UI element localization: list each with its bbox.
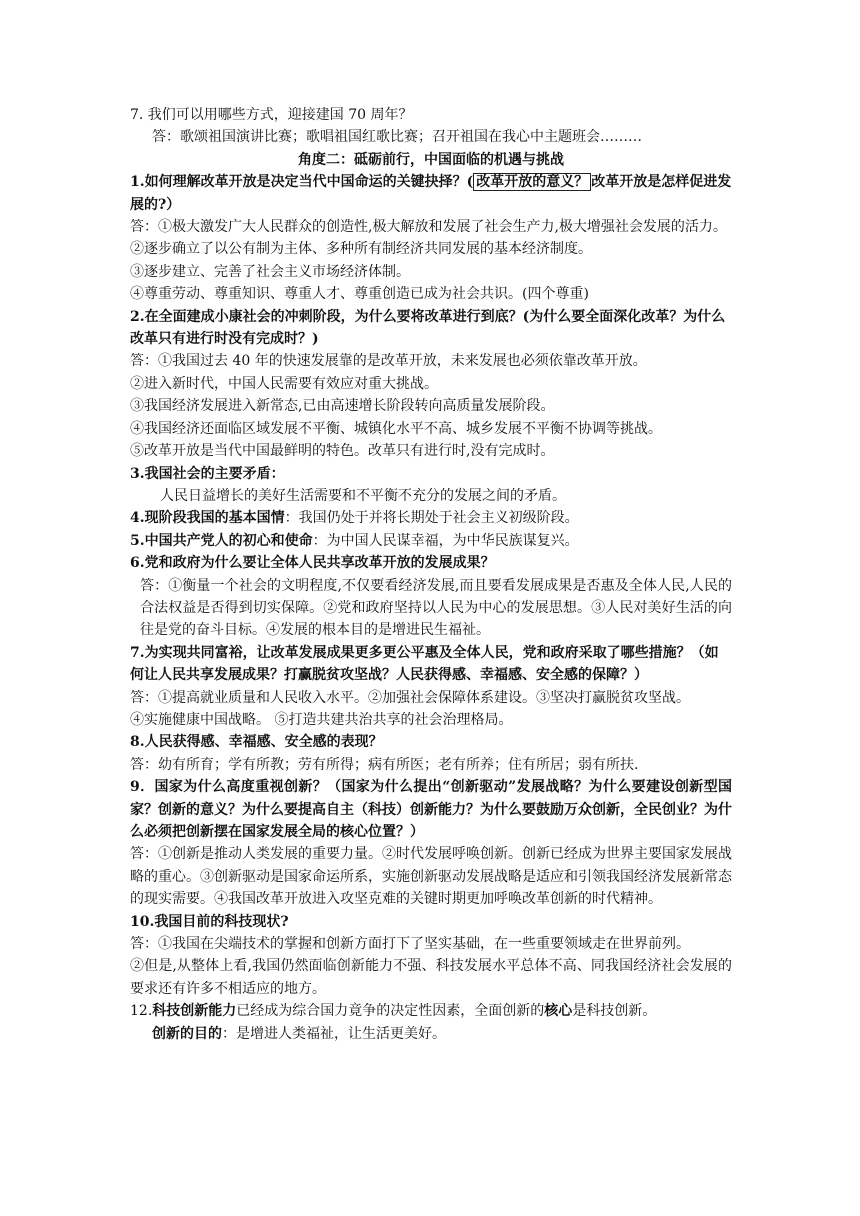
answer-1-item-3: ③逐步建立、完善了社会主义市场经济体制。 — [130, 263, 410, 280]
section-title: 角度二：砥砺前行，中国面临的机遇与挑战 — [298, 151, 564, 168]
question-7: 7.为实现共同富裕，让改革发展成果更多更公平惠及全体人民，党和政府采取了哪些措施？（如何让人民共享发展成果？打赢脱贫攻坚战？人民获得感、幸福感、安全感的保障？） — [130, 644, 719, 684]
question-1 — [130, 171, 732, 216]
question-1-text: 1.如何理解改革开放是决定当代中国命运的关键抉择？( — [130, 174, 474, 191]
answer-2-item-2: ②进入新时代，中国人民需要有效应对重大挑战。 — [130, 375, 438, 392]
answer-4: ：我国仍处于并将长期处于社会主义初级阶段。 — [284, 510, 579, 527]
question-6: 6.党和政府为什么要让全体人民共享改革开放的发展成果？ — [130, 555, 495, 572]
item-12-line-2 — [130, 1023, 732, 1045]
item-12-number: 12. — [130, 1003, 153, 1020]
answer-3: 人民日益增长的美好生活需要和不平衡不充分的发展之间的矛盾。 — [160, 487, 566, 504]
answer-2-item-5: ⑤改革开放是当代中国最鲜明的特色。改革只有进行时,没有完成时。 — [130, 443, 555, 460]
question-10: 10.我国目前的科技现状? — [130, 913, 289, 930]
question-4-line — [130, 507, 732, 529]
question-9: 9．国家为什么高度重视创新？（国家为什么提出“创新驱动”发展战略？为什么要建设创新型国家？创新的意义？为什么要提高自主（科技）创新能力？为什么要鼓励万众创新，全民创业？为什么必须把创新摆在国家发展全局的核心位置？） — [130, 779, 732, 840]
question-2: 2.在全面建成小康社会的冲刺阶段，为什么要将改革进行到底？(为什么要全面深化改革？为什么改革只有进行时没有完成时？) — [130, 308, 726, 348]
answer-9: 答：①创新是推动人类发展的重要力量。②时代发展呼唤创新。创新已经成为世界主要国家发展战略的重心。③创新驱动是国家命运所系，实施创新驱动发展战略是适应和引领我国经济发展新常态的现实需要。④我国改革开放进入攻坚克难的关键时期更加呼唤改革创新的时代精神。 — [130, 846, 732, 908]
item-12-text: 已经成为综合国力竟争的决定性因素，全面创新的 — [236, 1003, 545, 1020]
answer-5: ：为中国人民谋幸福，为中华民族谋复兴。 — [312, 532, 579, 549]
question-5-line — [130, 530, 732, 552]
answer-2-item-3: ③我国经济发展进入新常态,已由高速增长阶段转向高质量发展阶段。 — [130, 398, 555, 415]
answer-7-line-1: 答：①提高就业质量和人民收入水平。②加强社会保障体系建设。③坚决打赢脱贫攻坚战。 — [130, 689, 690, 706]
answer-10-item-1: 答：①我国在尖端技术的掌握和创新方面打下了坚实基础，在一些重要领域走在世界前列。 — [130, 936, 690, 953]
question-1-text-cont: 改革开放是怎样促进发展的?） — [130, 174, 732, 213]
boxed-phrase: 改革开放的意义？ — [473, 173, 591, 191]
question-3: 3.我国社会的主要矛盾： — [130, 465, 285, 482]
answer-7-celebrate: 答：歌颂祖国演讲比赛；歌唱祖国红歌比赛；召开祖国在我心中主题班会……… — [152, 129, 642, 146]
answer-2-item-1: 答：①我国过去 40 年的快速发展靠的是改革开放，未来发展也必须依靠改革开放。 — [130, 353, 647, 370]
answer-2-item-4: ④我国经济还面临区域发展不平衡、城镇化水平不高、城乡发展不平衡不协调等挑战。 — [130, 420, 662, 437]
item-12-text-end: 是科技创新。 — [572, 1003, 657, 1020]
answer-8: 答：幼有所育；学有所教；劳有所得；病有所医；老有所养；住有所居；弱有所扶. — [130, 756, 639, 773]
innovation-purpose-text: ：是增进人类福祉，让生活更美好。 — [222, 1025, 446, 1042]
answer-10-item-2: ②但是,从整体上看,我国仍然面临创新能力不强、科技发展水平总体不高、同我国经济社会发展的要求还有许多不相适应的地方。 — [130, 958, 732, 997]
document-body — [130, 104, 732, 1045]
answer-1-item-4: ④尊重劳动、尊重知识、尊重人才、尊重创造已成为社会共识。(四个尊重) — [130, 286, 589, 303]
answer-7-line-2: ④实施健康中国战略。 ⑤打造共建共治共享的社会治理格局。 — [130, 711, 513, 728]
question-4: 4.现阶段我国的基本国情 — [130, 510, 285, 527]
answer-1-item-1: 答：①极大激发广大人民群众的创造性,极大解放和发展了社会生产力,极大增强社会发展的活力。 — [130, 219, 727, 236]
question-8: 8.人民获得感、幸福感、安全感的表现？ — [130, 734, 383, 751]
answer-1-item-2: ②逐步确立了以公有制为主体、多种所有制经济共同发展的基本经济制度。 — [130, 241, 592, 258]
item-12-keyword-core: 核心 — [544, 1003, 573, 1020]
innovation-purpose-label: 创新的目的 — [152, 1025, 222, 1042]
question-7-celebrate: 7. 我们可以用哪些方式，迎接建国 70 周年？ — [130, 107, 413, 123]
item-12-line-1 — [130, 1000, 732, 1022]
question-5: 5.中国共产党人的初心和使命 — [130, 532, 313, 549]
item-12-keyword-capability: 科技创新能力 — [152, 1003, 237, 1020]
answer-6: 答：①衡量一个社会的文明程度,不仅要看经济发展,而且要看发展成果是否惠及全体人民,人民的合法权益是否得到切实保障。②党和政府坚持以人民为中心的发展思想。③人民对美好生活的向往是党的奋斗目标。④发展的根本目的是增进民生福祉。 — [140, 577, 732, 639]
